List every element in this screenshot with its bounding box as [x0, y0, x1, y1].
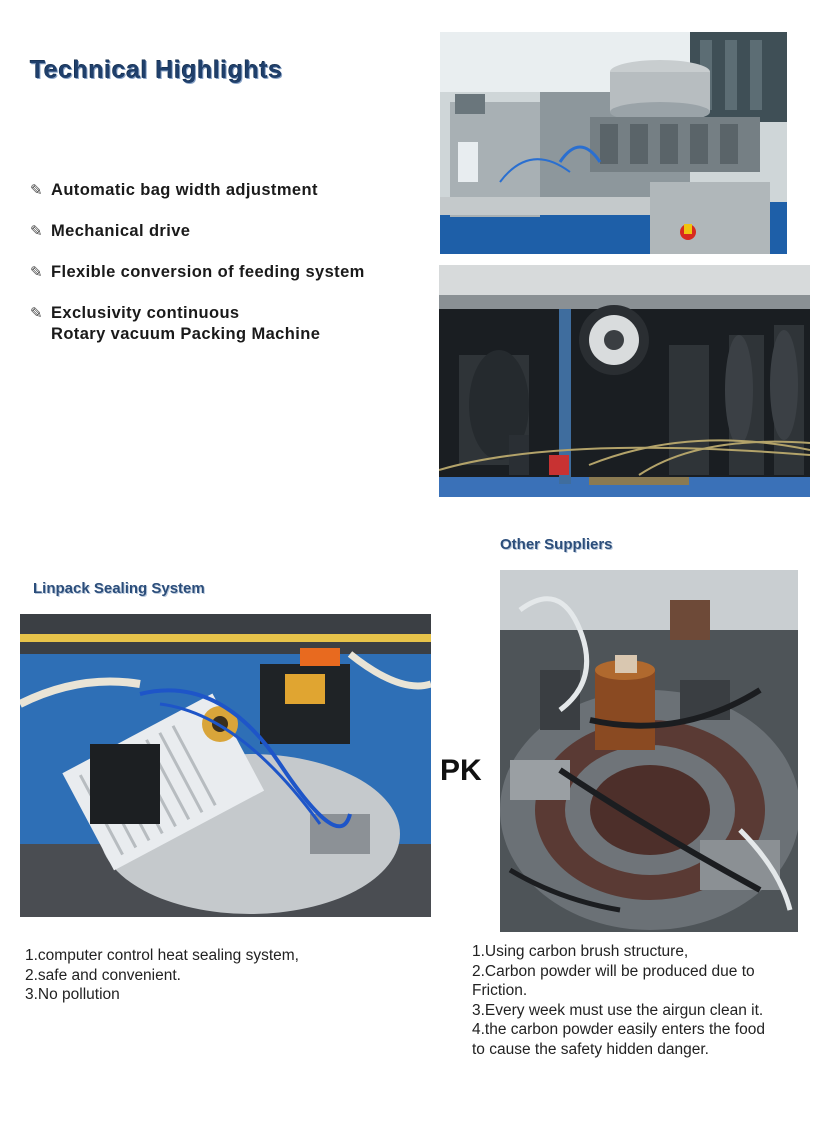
feature-text: Flexible conversion of feeding system [51, 263, 365, 281]
versus-label: PK [440, 754, 482, 787]
feature-item [30, 221, 365, 242]
page-title: Technical Highlights [30, 56, 283, 84]
note-line: Friction. [472, 982, 528, 999]
other-suppliers-notes [472, 942, 812, 1059]
linpack-notes [25, 946, 299, 1005]
note-line: 2.Carbon powder will be produced due to [472, 962, 755, 980]
mechanical-drive-photo [439, 265, 810, 497]
note-line: 3.No pollution [25, 986, 120, 1003]
feature-item [30, 180, 365, 201]
feature-item [30, 262, 365, 283]
feature-text: Automatic bag width adjustment [51, 181, 318, 199]
note-line: 2.safe and convenient. [25, 966, 181, 984]
carbon-brush-photo [500, 570, 798, 932]
machine-overview-photo [440, 32, 787, 254]
pencil-icon: ✎ [30, 305, 43, 322]
linpack-section-title: Linpack Sealing System [33, 580, 205, 597]
note-line: 1.Using carbon brush structure, [472, 943, 689, 960]
feature-list [30, 180, 365, 365]
pencil-icon: ✎ [30, 264, 43, 281]
feature-item [30, 303, 365, 345]
feature-text-continued: Rotary vacuum Packing Machine [51, 325, 321, 343]
note-line: 3.Every week must use the airgun clean it. [472, 1001, 764, 1019]
note-line: 1.computer control heat sealing system, [25, 947, 299, 964]
linpack-sealing-photo [20, 614, 431, 917]
pencil-icon: ✎ [30, 182, 43, 199]
feature-text: Exclusivity continuous [51, 304, 240, 322]
note-line: to cause the safety hidden danger. [472, 1040, 709, 1058]
note-line: 4.the carbon powder easily enters the food [472, 1021, 765, 1038]
pencil-icon: ✎ [30, 223, 43, 240]
other-suppliers-title: Other Suppliers [500, 536, 613, 553]
feature-text: Mechanical drive [51, 222, 191, 240]
